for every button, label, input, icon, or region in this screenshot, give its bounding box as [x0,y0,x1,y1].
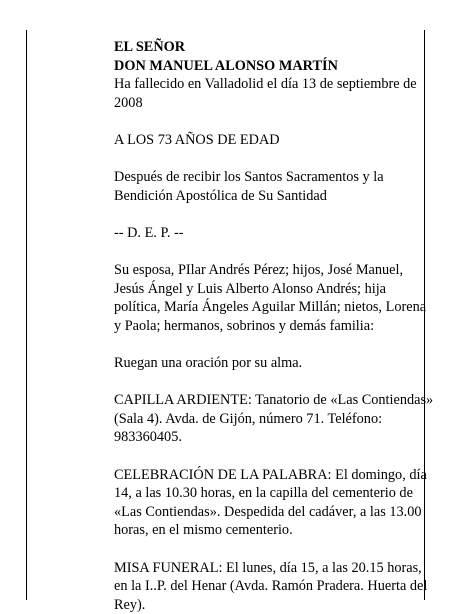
prayer-request: Ruegan una oración por su alma. [114,355,303,372]
chapel-paragraph: CAPILLA ARDIENTE: Tanatorio de «Las Contiendas» (Sala 4). Avda. de Gijón, número 71. Teléfono: 983360405. [114,392,434,446]
title-line-1: EL SEÑOR [114,39,186,55]
funeral-mass-paragraph: MISA FUNERAL: El lunes, día 15, a las 20.15 horas, en la I..P. del Henar (Avda. Ramón Pradera. Huerta del Rey). [114,559,428,613]
family-paragraph: Su esposa, PIlar Andrés Pérez; hijos, José Manuel, Jesús Ángel y Luis Alberto Alonso Andrés; hija política, María Ángeles Aguilar Millán; nietos, Lorena y Paola; hermanos, sobrinos y demás familia: [114,262,427,334]
celebration-paragraph: CELEBRACIÓN DE LA PALABRA: El domingo, día 14, a las 10.30 horas, en la capilla del cementerio de «Las Contiendas». Despedida del cadáver, a las 13.00 horas, en el mismo cementerio. [114,466,427,539]
title-line-2: DON MANUEL ALONSO MARTÍN [114,57,338,74]
age-line: A LOS 73 AÑOS DE EDAD [114,131,280,148]
rip-line: -- D. E. P. -- [114,224,184,241]
sacraments-paragraph: Después de recibir los Santos Sacramentos y la Bendición Apostólica de Su Santidad [114,169,384,204]
obituary-notice [114,38,444,614]
death-info: Ha fallecido en Valladolid el día 13 de septiembre de 2008 [114,76,417,111]
